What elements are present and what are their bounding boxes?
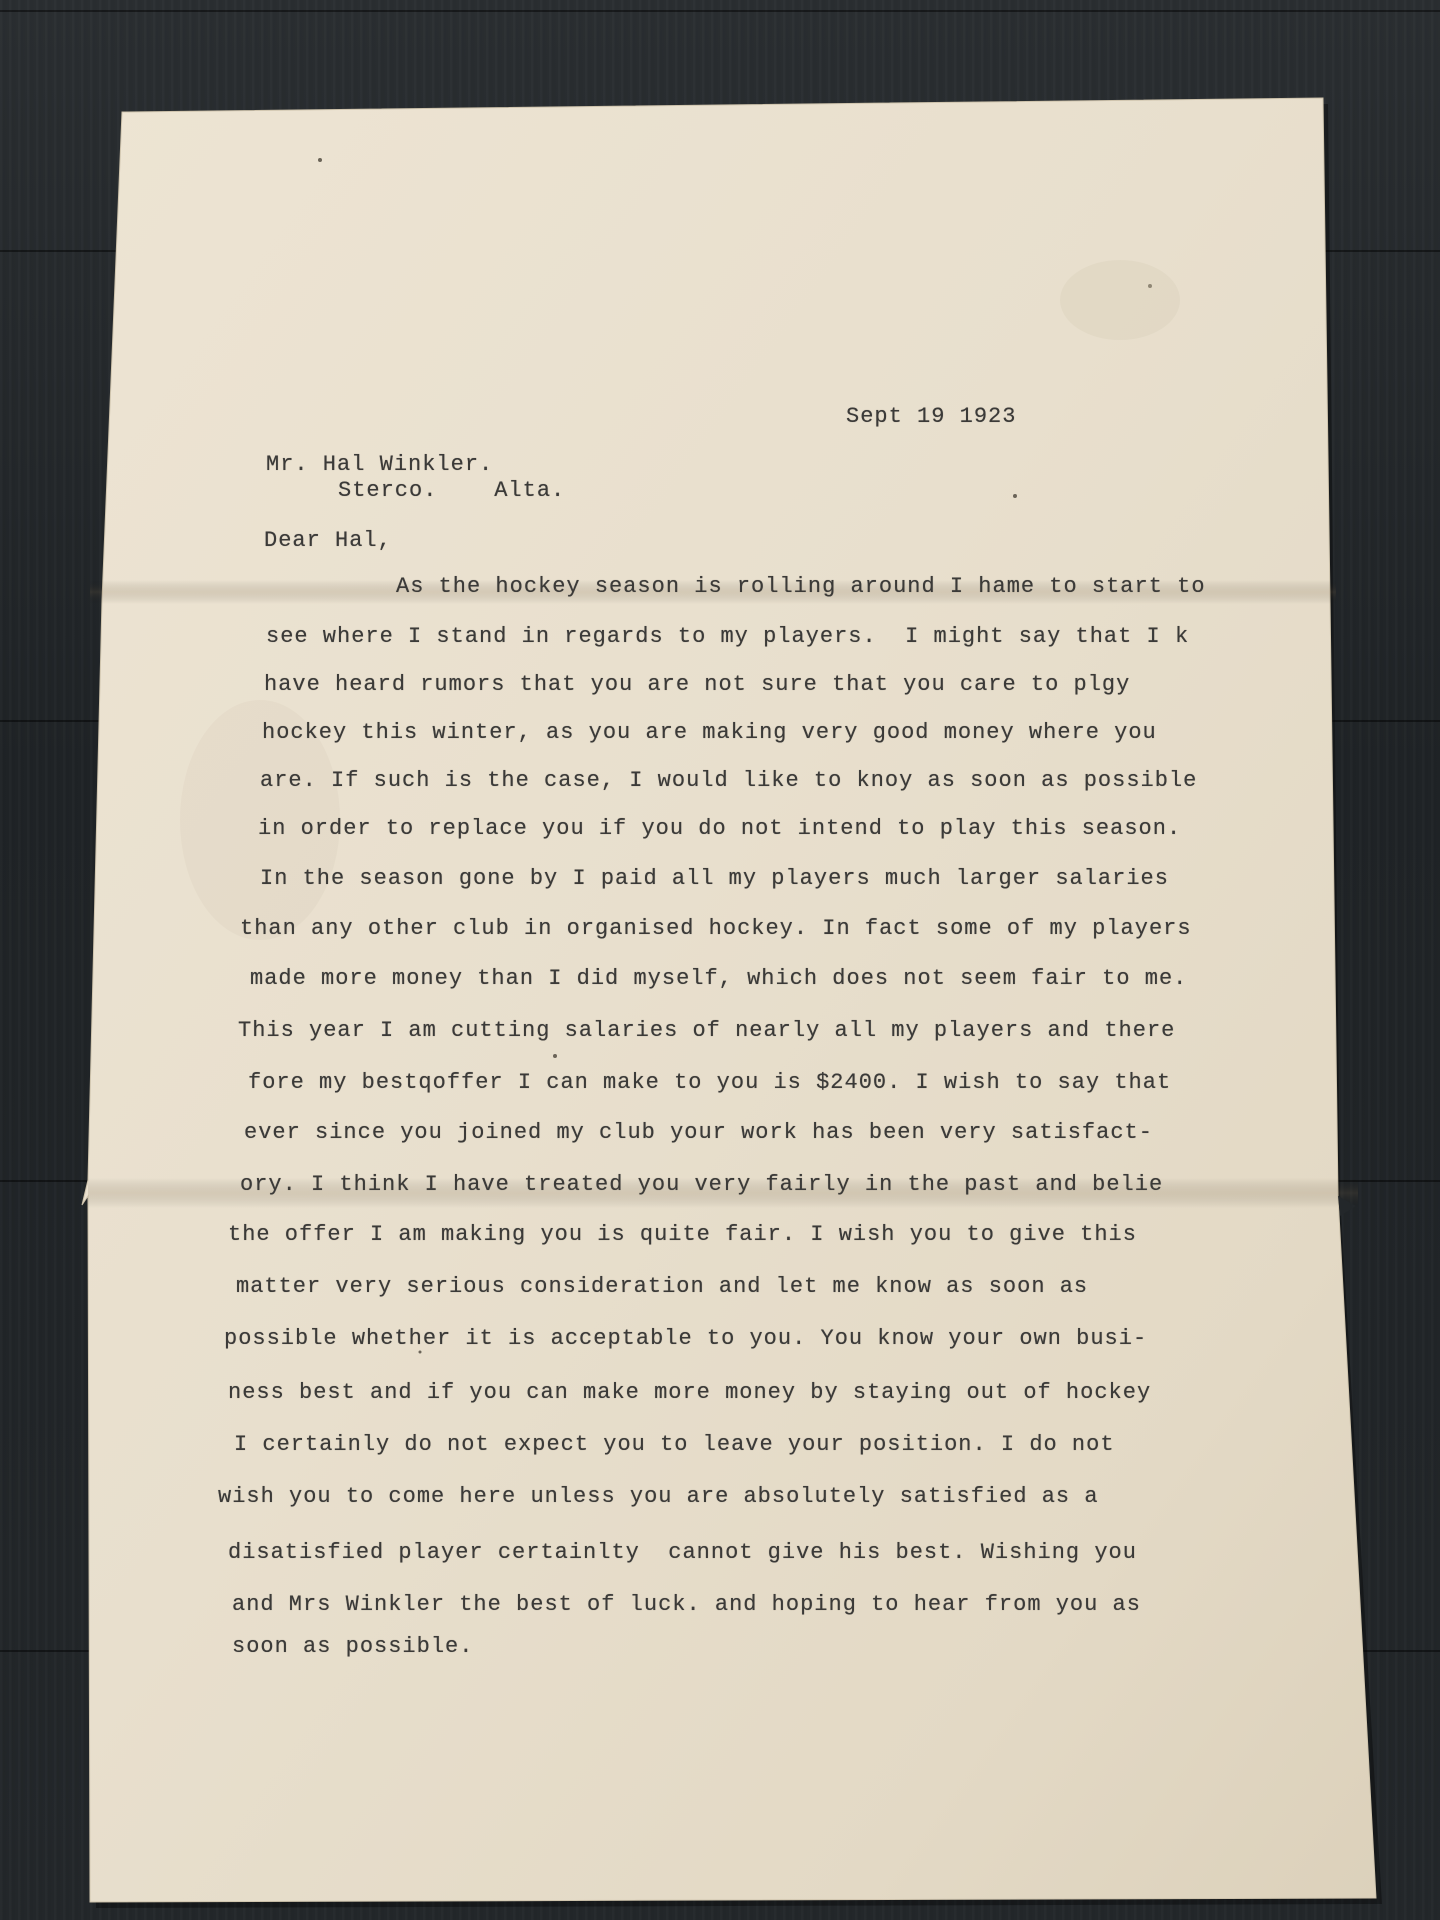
body-line: ory. I think I have treated you very fairly in the past and belie [240, 1172, 1164, 1197]
body-line: This year I am cutting salaries of nearly all my players and there [238, 1018, 1176, 1043]
body-line: possible whether it is acceptable to you. You know your own busi- [224, 1326, 1148, 1351]
body-line: I certainly do not expect you to leave your position. I do not [234, 1432, 1115, 1457]
letter-address: Sterco. Alta. [338, 478, 566, 503]
body-line: soon as possible. [232, 1634, 474, 1659]
body-line: and Mrs Winkler the best of luck. and hoping to hear from you as [232, 1592, 1141, 1617]
letter-addressee: Mr. Hal Winkler. [266, 452, 494, 477]
body-line: the offer I am making you is quite fair. I wish you to give this [228, 1222, 1137, 1247]
body-line: in order to replace you if you do not intend to play this season. [258, 816, 1182, 841]
body-line: In the season gone by I paid all my players much larger salaries [260, 866, 1169, 891]
body-line: than any other club in organised hockey. In fact some of my players [240, 916, 1192, 941]
body-line: wish you to come here unless you are absolutely satisfied as a [218, 1484, 1099, 1509]
body-line: ever since you joined my club your work has been very satisfact- [244, 1120, 1153, 1145]
letter-date: Sept 19 1923 [846, 404, 1017, 429]
body-line: made more money than I did myself, which does not seem fair to me. [250, 966, 1188, 991]
body-line: As the hockey season is rolling around I hame to start to [396, 574, 1206, 599]
body-line: are. If such is the case, I would like to knoy as soon as possible [260, 768, 1198, 793]
body-line: ness best and if you can make more money by staying out of hockey [228, 1380, 1152, 1405]
body-line: fore my bestqoffer I can make to you is $2400. I wish to say that [248, 1070, 1172, 1095]
body-line: matter very serious consideration and let me know as soon as [236, 1274, 1089, 1299]
body-line: hockey this winter, as you are making very good money where you [262, 720, 1157, 745]
letter-salutation: Dear Hal, [264, 528, 392, 553]
body-line: have heard rumors that you are not sure that you care to plgy [264, 672, 1131, 697]
body-line: see where I stand in regards to my players. I might say that I k [266, 624, 1190, 649]
body-line: disatisfied player certainlty cannot give his best. Wishing you [228, 1540, 1137, 1565]
